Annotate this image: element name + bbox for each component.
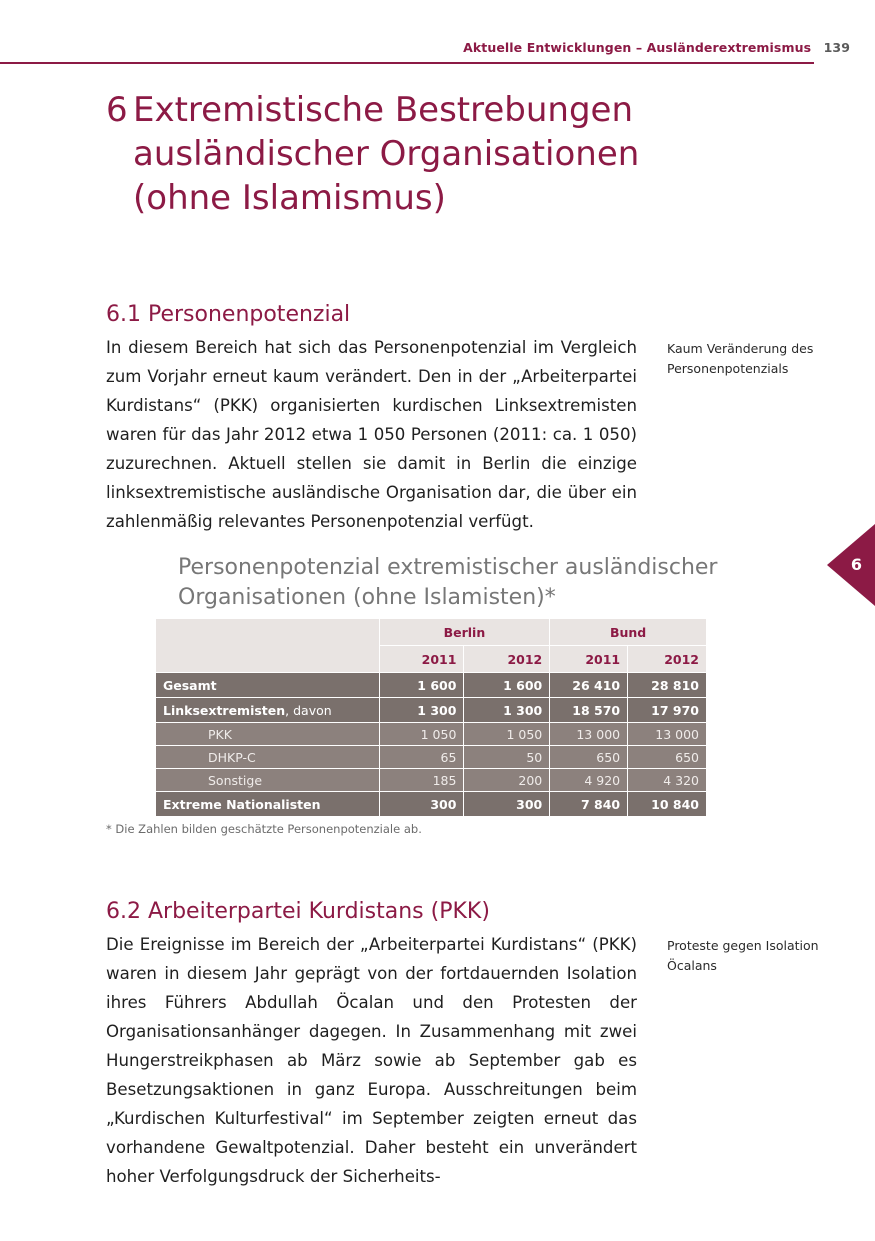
row-label: Extreme Nationalisten [156, 792, 380, 817]
row-label-suffix: , davon [285, 702, 332, 718]
year-header-berlin-2012: 2012 [464, 646, 550, 673]
row-label: PKK [156, 723, 380, 746]
section-heading-pkk: 6.2 Arbeiterpartei Kurdistans (PKK) [106, 899, 490, 924]
table-group-header-row [156, 619, 707, 646]
chapter-tab[interactable] [827, 524, 875, 606]
cell-value: 28 810 [628, 673, 707, 698]
cell-value: 1 600 [464, 673, 550, 698]
cell-value: 300 [379, 792, 464, 817]
year-header-bund-2012: 2012 [628, 646, 707, 673]
cell-value: 17 970 [628, 698, 707, 723]
section-paragraph-pkk: Die Ereignisse im Bereich der „Arbeiterpartei Kurdistans“ (PKK) waren in diesem Jahr geprägt von der fortdauernden Isolation ihres Führers Abdullah Öcalan und den Protesten der Organisationsanhänger dagegen. In Zusammenhang mit zwei Hungerstreikphasen ab März sowie ab September gab es Besetzungsaktionen in ganz Europa. Ausschreitungen beim „Kurdischen Kulturfestival“ im September zeigten erneut das vorhandene Gewaltpotenzial. Daher besteht ein unverändert hoher Verfolgungsdruck der Sicherheits- [106, 935, 637, 1186]
cell-value: 10 840 [628, 792, 707, 817]
table-corner-cell [156, 619, 380, 673]
cell-value: 300 [464, 792, 550, 817]
table-row-sonstige [156, 769, 707, 792]
margin-note-pkk: Proteste gegen Isolation Öcalans [667, 938, 819, 973]
chapter-tab-number: 6 [850, 555, 862, 574]
cell-value: 1 600 [379, 673, 464, 698]
cell-value: 650 [628, 746, 707, 769]
cell-value: 65 [379, 746, 464, 769]
row-label: Sonstige [156, 769, 380, 792]
cell-value: 26 410 [550, 673, 628, 698]
chapter-number: 6 [106, 90, 128, 130]
section-heading-personenpotenzial: 6.1 Personenpotenzial [106, 302, 351, 327]
table-row-gesamt [156, 673, 707, 698]
table-row-extreme-nationalisten [156, 792, 707, 817]
cell-value: 18 570 [550, 698, 628, 723]
row-label [156, 698, 380, 723]
chapter-title [106, 88, 666, 220]
cell-value: 13 000 [628, 723, 707, 746]
table-row-dhkp-c [156, 746, 707, 769]
section-paragraph-personenpotenzial: In diesem Bereich hat sich das Personenpotenzial im Vergleich zum Vorjahr erneut kaum verändert. Den in der „Arbeiterpartei Kurdistans“ (PKK) organisierten kurdischen Linksextremisten waren für das Jahr 2012 etwa 1 050 Personen (2011: ca. 1 050) zuzurechnen. Aktuell stellen sie damit in Berlin die einzige linksextremistische ausländische Organisation dar, die über ein zahlenmäßig relevantes Personenpotenzial verfügt. [106, 338, 637, 531]
group-header-bund: Bund [550, 619, 707, 646]
cell-value: 4 920 [550, 769, 628, 792]
table-footnote: * Die Zahlen bilden geschätzte Personenpotenziale ab. [106, 822, 422, 836]
cell-value: 185 [379, 769, 464, 792]
table-row-pkk [156, 723, 707, 746]
header-divider [0, 62, 814, 64]
table-title: Personenpotenzial extremistischer ausländischer Organisationen (ohne Islamisten)* [178, 555, 718, 610]
cell-value: 1 050 [464, 723, 550, 746]
table-row-linksextremisten [156, 698, 707, 723]
cell-value: 1 050 [379, 723, 464, 746]
running-header-title: Aktuelle Entwicklungen – Ausländerextremismus [463, 40, 812, 55]
cell-value: 1 300 [464, 698, 550, 723]
cell-value: 200 [464, 769, 550, 792]
personenpotenzial-table [155, 618, 707, 817]
chapter-title-text: Extremistische Bestrebungen ausländischer Organisationen (ohne Islamismus) [133, 90, 640, 218]
group-header-berlin: Berlin [379, 619, 550, 646]
cell-value: 650 [550, 746, 628, 769]
cell-value: 50 [464, 746, 550, 769]
year-header-bund-2011: 2011 [550, 646, 628, 673]
cell-value: 7 840 [550, 792, 628, 817]
row-label: DHKP-C [156, 746, 380, 769]
row-label: Gesamt [156, 673, 380, 698]
running-header [463, 40, 850, 55]
cell-value: 13 000 [550, 723, 628, 746]
margin-note-personenpotenzial: Kaum Veränderung des Personenpotenzials [667, 341, 814, 376]
page-number: 139 [823, 40, 850, 55]
row-label-main: Linksextremisten [163, 702, 286, 718]
year-header-berlin-2011: 2011 [379, 646, 464, 673]
cell-value: 4 320 [628, 769, 707, 792]
cell-value: 1 300 [379, 698, 464, 723]
